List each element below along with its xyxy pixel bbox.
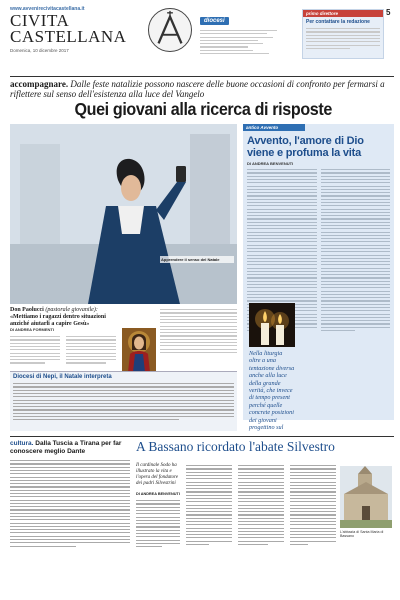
editorial-title: Per contattare la redazione [306, 19, 370, 25]
diocese-logo [148, 8, 192, 52]
sidebar-byline: DI ANDREA BENVENUTI [247, 161, 294, 166]
abbey-caption: L'abbazia di Santa Maria di Bassano [340, 530, 384, 539]
bassano-col-2 [186, 463, 232, 547]
bassano-byline: DI ANDREA BENVENUTI [136, 492, 180, 496]
bassano-col-3 [238, 463, 284, 547]
kicker-italic: Dalle feste natalizie possono nascere delle buone occasioni di confronto per fermarsi a riflettere sul senso dell'esistenza alla luce del Vangelo [10, 79, 385, 99]
main-photo [10, 124, 237, 304]
article-byline: DI ANDREA FORMENTI [10, 327, 54, 332]
headline-block [10, 76, 394, 120]
subhead-role: (pastorale giovanile): [45, 307, 98, 313]
section-title-line2: CASTELLANA [10, 27, 127, 46]
diocese-box [10, 371, 237, 431]
section-title [10, 13, 126, 45]
culture-title: Dalla Tuscia a Tirana per far conoscere meglio Dante [10, 440, 122, 455]
candle-icon [249, 303, 295, 347]
bassano-title: A Bassano ricordato l'abate Silvestro [136, 439, 335, 454]
bassano-subtitle: Il cardinale Sodo ha illustrato la vita e l'opera del fondatore dei padri Silvestrini [136, 463, 178, 486]
sidebar-title: Avvento, l'amore di Dio viene e profuma la vita [247, 135, 364, 159]
article-subhead [10, 307, 120, 328]
newspaper-page [10, 6, 394, 596]
bassano-col-1 [136, 498, 180, 549]
subhead-name: Don Paolucci [10, 307, 44, 313]
article-col-3 [160, 307, 237, 355]
culture-article-title [10, 440, 130, 455]
diocese-box-title: Diocesi di Nepi, il Natale interpreta [13, 374, 112, 380]
page-number: 5 [386, 8, 391, 17]
contact-block [200, 30, 296, 54]
culture-kicker: cultura. [10, 440, 34, 447]
bassano-col-4 [290, 463, 336, 547]
diocese-logo-icon [149, 9, 191, 51]
kicker-bold: accompagnare. [10, 79, 69, 89]
culture-article-text [10, 458, 130, 549]
church-icon [340, 466, 392, 528]
bottom-divider [10, 436, 394, 437]
editorial-contact-box [302, 9, 384, 59]
issue-date: Domenica, 10 dicembre 2017 [10, 48, 69, 53]
diocese-box-text [10, 383, 237, 420]
sidebar-col-2 [321, 167, 391, 333]
main-headline: Quei giovani alla ricerca di risposte [74, 99, 332, 119]
abbey-photo [340, 466, 392, 528]
article-col-2 [66, 334, 116, 366]
young-man-photo-icon [10, 124, 237, 304]
editorial-head: primo direttore [303, 10, 383, 17]
editorial-text [303, 28, 383, 49]
headline-kicker [10, 79, 394, 99]
site-url: www.avvenirecivitacastellana.it [10, 6, 85, 12]
diocese-brand [200, 9, 296, 56]
christ-portrait-icon [122, 328, 156, 372]
photo-caption [160, 256, 234, 263]
section-title-line1: CIVITA [10, 11, 70, 30]
subhead-quote: «Mettiamo i ragazzi dentro situazioni anziché aiutarli a capire Gesù» [10, 314, 106, 327]
advent-pull-quote: Nella liturgia oltre a una tentazione diversa anche alla luce della grande verità, che invece di tempo present perché quelle concrete posizioni dei giovani progettino sul [249, 350, 295, 432]
christ-painting [122, 328, 156, 372]
brand-badge: diocesi [200, 17, 229, 25]
photo-caption-title: Apprendere il senso del Natale [161, 257, 220, 262]
article-col-1 [10, 334, 60, 366]
candles-photo [249, 303, 295, 347]
sidebar-header: antico Avvento [243, 124, 305, 131]
